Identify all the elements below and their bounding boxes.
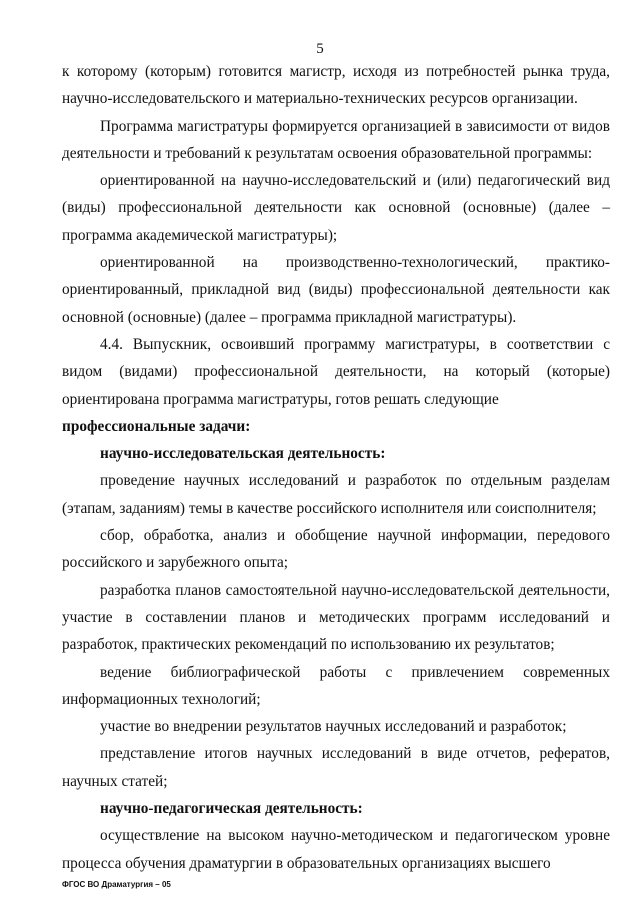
list-item: разработка планов самостоятельной научно-исследовательской деятельности, участие в составлении планов и методических программ исследований и разработок, практических рекомендаций по использованию их результатов; xyxy=(62,581,610,654)
page-footer: ФГОС ВО Драматургия – 05 xyxy=(62,880,171,889)
paragraph: 4.4. Выпускник, освоивший программу магистратуры, в соответствии с видом (видами) профессиональной деятельности, на который (которые) ориентирована программа магистратуры, готов решать следующие xyxy=(62,335,610,408)
page-number: 5 xyxy=(316,41,324,57)
paragraph: к которому (которым) готовится магистр, исходя из потребностей рынка труда, научно-исследовательского и материально-технических ресурсов организации. xyxy=(62,63,610,108)
paragraph: Программа магистратуры формируется организацией в зависимости от видов деятельности и требований к результатам освоения образовательной программы: xyxy=(62,117,610,162)
list-item: представление итогов научных исследований в виде отчетов, рефератов, научных статей; xyxy=(62,745,610,790)
list-item: проведение научных исследований и разработок по отдельным разделам (этапам, заданиям) темы в качестве российского исполнителя или соисполнителя; xyxy=(62,472,610,517)
section-heading: профессиональные задачи: xyxy=(62,417,251,435)
list-item: сбор, обработка, анализ и обобщение научной информации, передового российского и зарубежного опыта; xyxy=(62,527,610,572)
list-item: осуществление на высоком научно-методическом и педагогическом уровне процесса обучения драматургии в образовательных организациях высшего xyxy=(62,827,610,872)
list-item: ориентированной на научно-исследовательский и (или) педагогический вид (виды) профессиональной деятельности как основной (основные) (далее – программа академической магистратуры); xyxy=(62,172,610,244)
section-heading: научно-исследовательская деятельность: xyxy=(100,445,386,463)
section-heading: научно-педагогическая деятельность: xyxy=(100,800,363,818)
list-item: ведение библиографической работы с привлечением современных информационных технологий; xyxy=(62,663,610,708)
document-body xyxy=(62,58,610,877)
list-item: участие во внедрении результатов научных исследований и разработок; xyxy=(100,718,567,736)
list-item: ориентированной на производственно-технологический, практико-ориентированный, прикладной вид (виды) профессиональной деятельности как основной (основные) (далее – программа прикладной магистратуры). xyxy=(62,254,610,326)
